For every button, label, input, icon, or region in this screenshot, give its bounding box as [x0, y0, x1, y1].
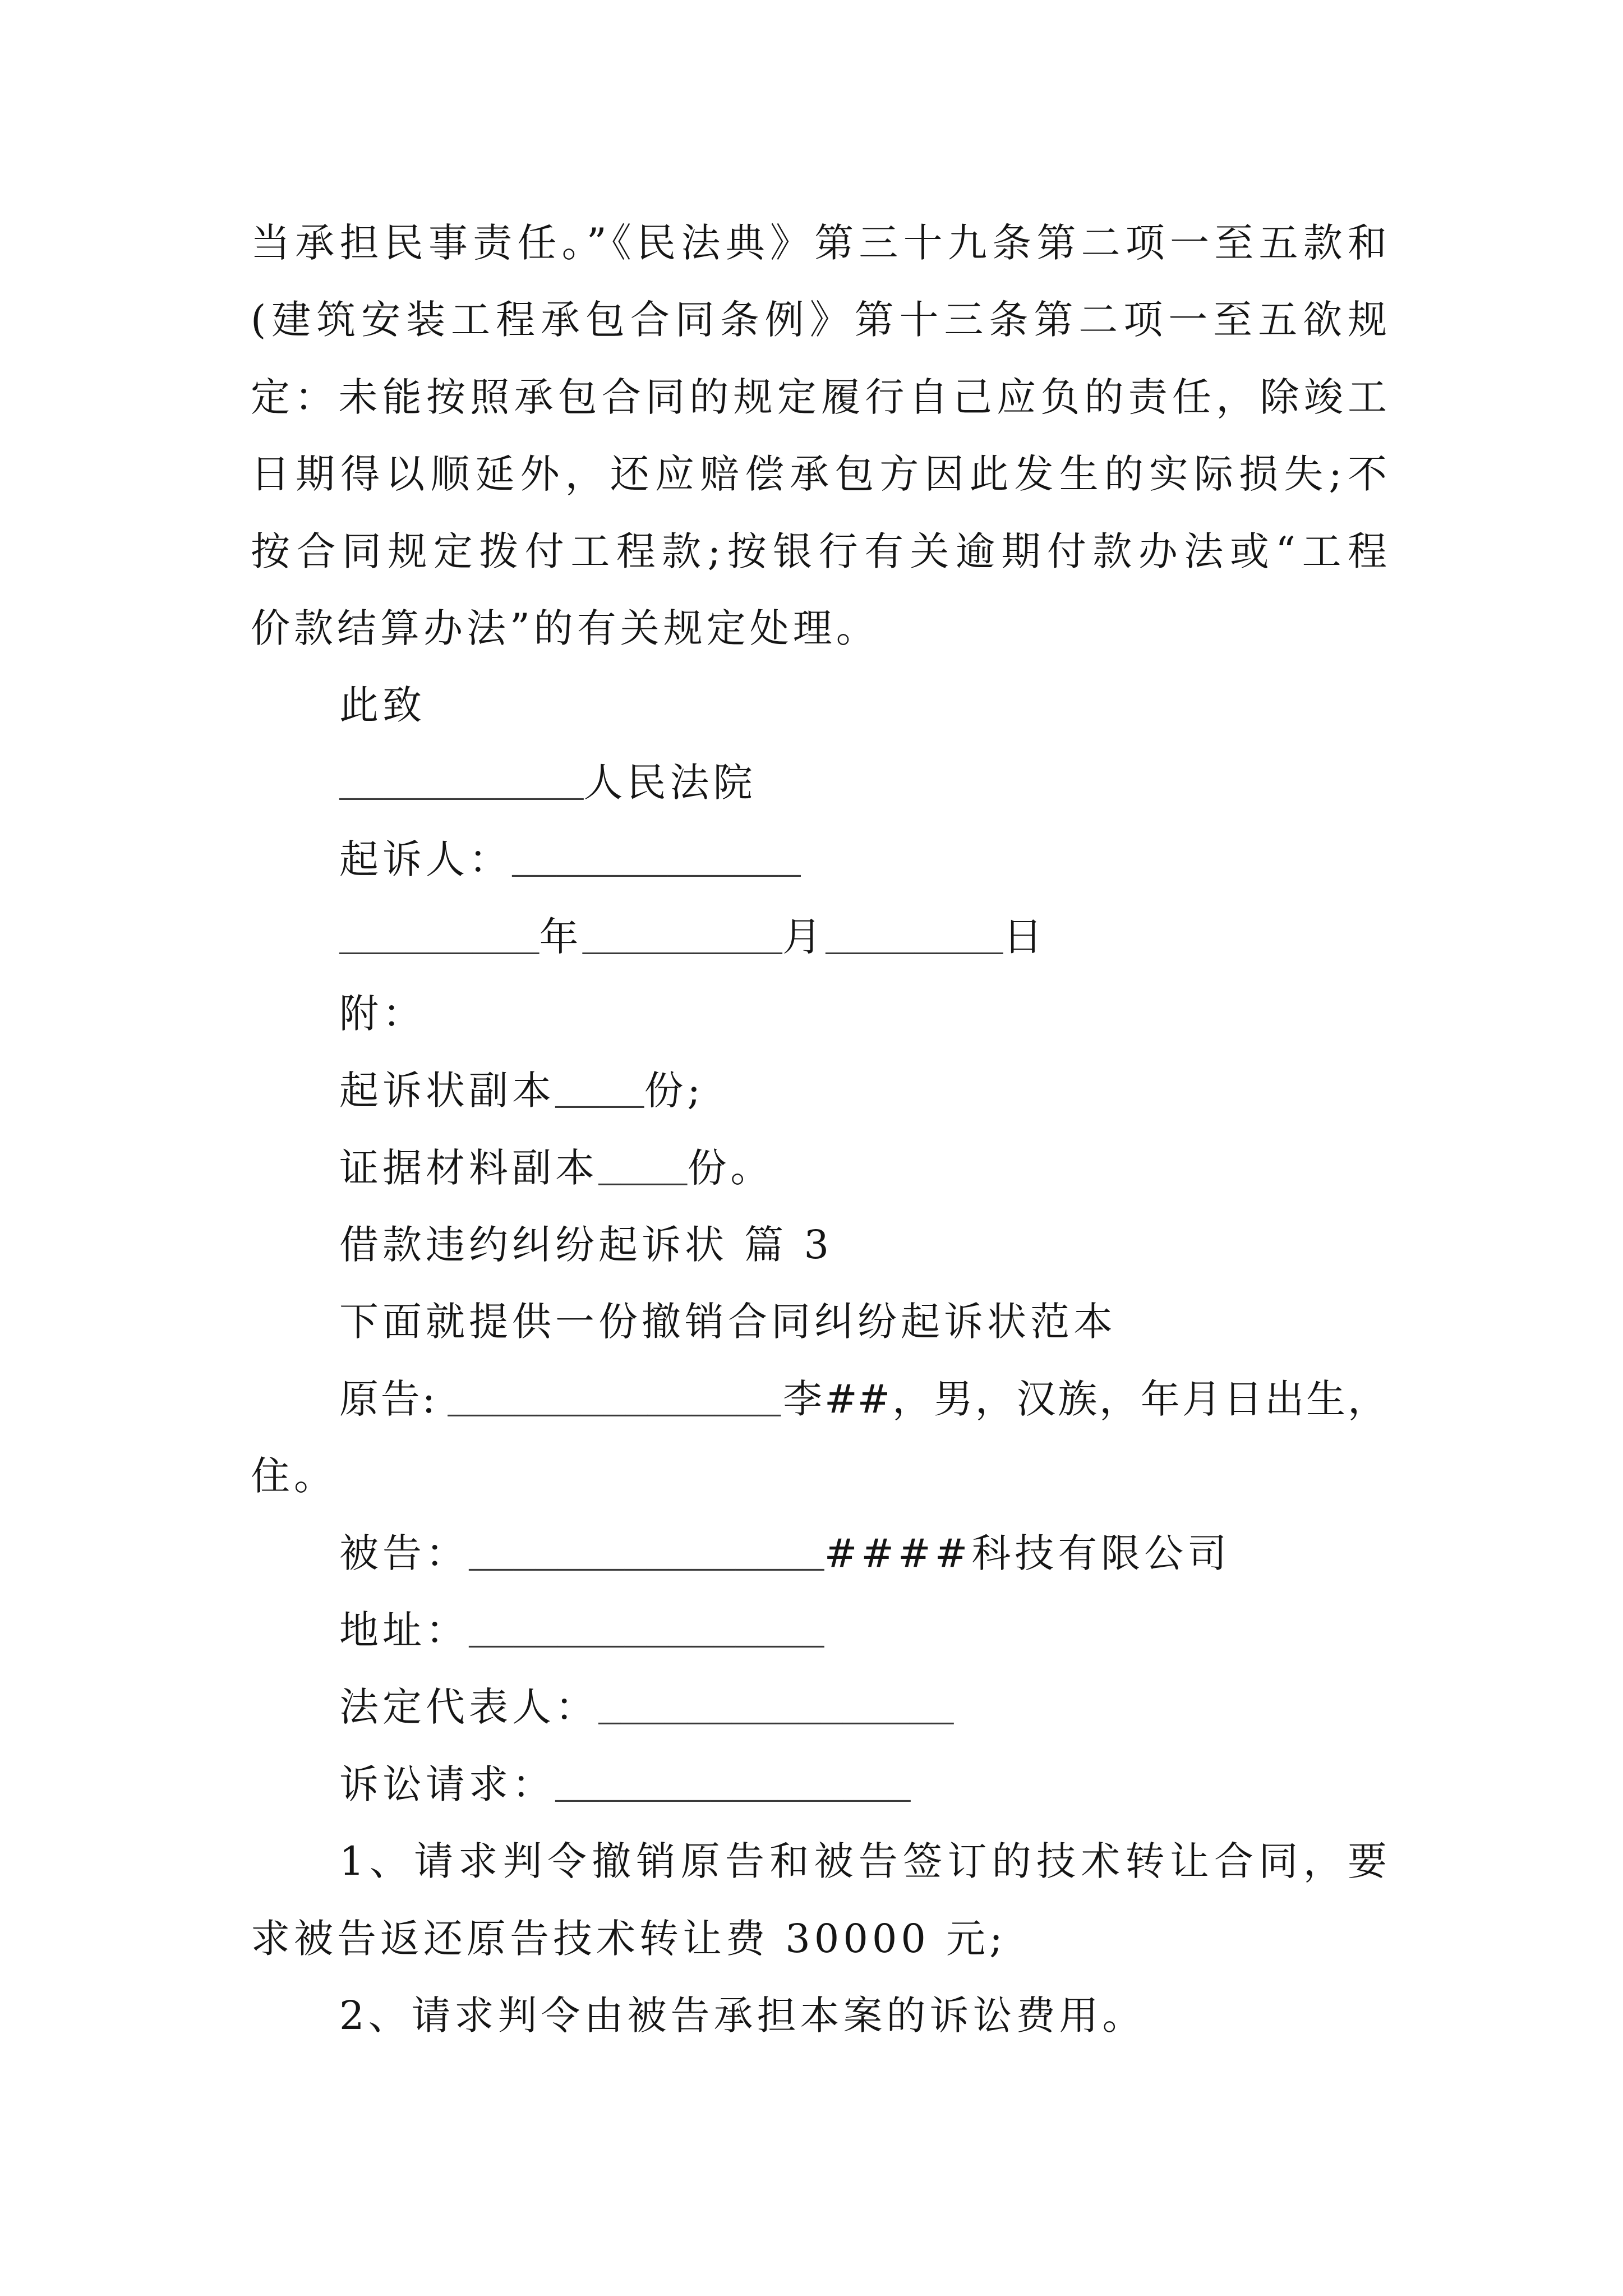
- claims-line: [251, 1746, 1387, 1823]
- address-line: [251, 1592, 1387, 1669]
- intro-text: 下面就提供一份撤销合同纠纷起诉状范本: [339, 1299, 1117, 1345]
- legal-representative-line: [251, 1669, 1387, 1746]
- defendant-name: ####科技有限公司: [824, 1530, 1231, 1576]
- address-label: 地址：: [339, 1607, 469, 1654]
- evidence-copies-blank: ____: [598, 1150, 688, 1193]
- paragraph-line: 价款结算办法”的有关规定处理。: [251, 605, 879, 651]
- legal-representative-blank: ________________: [598, 1690, 954, 1732]
- day-blank: ________: [825, 919, 1003, 961]
- paragraph-line: (建筑安装工程承包合同条例》第十三条第二项一至五欲规: [251, 297, 1387, 343]
- court-line: [251, 744, 1387, 821]
- legal-representative-label: 法定代表人：: [339, 1684, 598, 1731]
- paragraph-line: 定：未能按照承包合同的规定履行自己应负的责任，除竣工: [251, 374, 1387, 420]
- plaintiff-blank: _______________: [448, 1381, 781, 1424]
- address-blank: ________________: [469, 1613, 824, 1655]
- plaintiff-signature-line: [251, 821, 1387, 898]
- defendant-label: 被告：: [339, 1530, 469, 1576]
- plaintiff-signature-label: 起诉人：: [339, 836, 512, 883]
- day-label: 日: [1003, 913, 1046, 960]
- claims-label: 诉讼请求：: [339, 1761, 555, 1807]
- evidence-copies-label: 证据材料副本: [339, 1144, 598, 1191]
- paragraph-line: 按合同规定拨付工程款;按银行有关逾期付款办法或“工程: [251, 528, 1387, 574]
- claim-item-2: 2、请求判令由被告承担本案的诉讼费用。: [339, 1992, 1146, 2039]
- year-label: 年: [539, 913, 583, 960]
- plaintiff-residence: 住。: [251, 1453, 337, 1499]
- section-title: 借款违约纠纷起诉状 篇 3: [339, 1222, 833, 1268]
- document-body: [251, 205, 1387, 2054]
- claim-item-1: 1、请求判令撤销原告和被告签订的技术转让合同，要: [339, 1838, 1387, 1885]
- plaintiff-label: 原告:: [339, 1375, 436, 1422]
- attachments-heading: 附：: [339, 990, 426, 1037]
- court-name-blank: ___________: [339, 765, 584, 807]
- paragraph-line: 当承担民事责任。”《民法典》第三十九条第二项一至五款和: [251, 220, 1387, 266]
- paragraph-line: 日期得以顺延外，还应赔偿承包方因此发生的实际损失;不: [251, 451, 1387, 498]
- court-suffix: 人民法院: [583, 759, 757, 806]
- complaint-copies-unit: 份;: [644, 1068, 705, 1114]
- evidence-copies-unit: 份。: [687, 1144, 774, 1191]
- year-blank: _________: [339, 919, 540, 961]
- salutation: 此致: [339, 682, 426, 729]
- month-blank: _________: [582, 919, 782, 961]
- evidence-copies-line: [251, 1130, 1387, 1207]
- month-label: 月: [782, 913, 826, 960]
- claim-item-1-continued: 求被告返还原告技术转让费 30000 元;: [251, 1915, 1007, 1962]
- plaintiff-details: 李##，男，汉族，年月日出生，: [781, 1375, 1387, 1422]
- date-line: [251, 899, 1387, 976]
- claims-blank: ________________: [555, 1766, 911, 1809]
- defendant-line: [251, 1515, 1387, 1592]
- complaint-copies-blank: ____: [555, 1073, 644, 1116]
- defendant-blank: ________________: [469, 1535, 824, 1578]
- complaint-copies-label: 起诉状副本: [339, 1068, 555, 1114]
- plaintiff-line: [251, 1361, 1387, 1438]
- complaint-copies-line: [251, 1052, 1387, 1129]
- plaintiff-signature-blank: _____________: [512, 842, 801, 885]
